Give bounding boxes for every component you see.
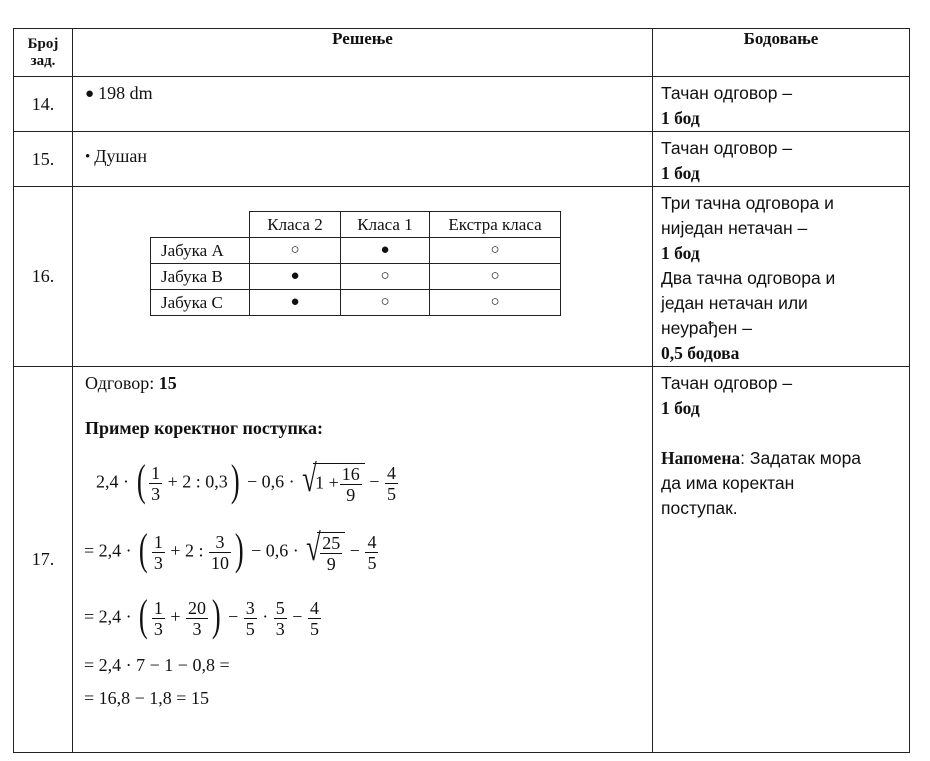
radical-sign: √: [306, 526, 322, 569]
header-scoring: Бодовање: [653, 29, 910, 77]
inner-row: [151, 264, 561, 290]
paren-icon: ): [234, 525, 244, 574]
task-row-14: [14, 77, 910, 132]
scoring-cell: [653, 187, 910, 367]
fraction: [365, 532, 378, 573]
header-solution: Решење: [73, 29, 653, 77]
inner-row-label: Јабука А: [151, 238, 250, 264]
procedure-heading: Пример коректног поступка:: [85, 418, 323, 438]
fraction: [308, 598, 321, 639]
mark-icon: ●: [341, 238, 430, 264]
task-number: 14.: [14, 77, 73, 132]
math-line-2: [84, 527, 379, 578]
mark-icon: ○: [430, 238, 561, 264]
numerator: 4: [309, 598, 319, 618]
fraction: [209, 532, 231, 573]
math-term: +: [170, 606, 181, 627]
note-label: Напомена: [661, 448, 741, 468]
answer-label: Одговор:: [85, 373, 159, 393]
math-term: − 0,6 ·: [251, 540, 299, 561]
numerator: 1: [153, 598, 163, 618]
scoring-text: Тачан одговор –: [661, 138, 793, 158]
math-term: −: [349, 540, 360, 561]
radical-sign: √: [302, 457, 317, 500]
header-task-number: [14, 29, 73, 77]
header-num-line2: зад.: [30, 52, 56, 69]
solution-cell: [73, 77, 653, 132]
fraction: [340, 464, 362, 505]
math-term: ·: [262, 606, 269, 627]
solution-cell: [73, 132, 653, 187]
math-term: − 0,6 ·: [246, 471, 295, 492]
math-term: = 2,4 ·: [84, 606, 132, 627]
denominator: 9: [346, 484, 356, 505]
sqrt-icon: [303, 526, 345, 574]
scoring-points: 0,5 бодова: [661, 343, 740, 363]
numerator: 5: [275, 598, 285, 618]
denominator: 5: [309, 619, 319, 639]
numerator: 1: [151, 463, 161, 483]
task-number: 17.: [14, 367, 73, 753]
mark-icon: ●: [250, 290, 341, 316]
denominator: 5: [367, 553, 377, 573]
answer-value: 15: [158, 373, 177, 393]
numerator: 25: [322, 532, 341, 553]
scoring-text: Два тачна одговора и: [661, 268, 836, 288]
scoring-text: ниједан нетачан –: [661, 218, 808, 238]
mark-icon: ○: [250, 238, 341, 264]
denominator: 3: [192, 619, 202, 639]
math-term: 2,4 ·: [96, 471, 129, 492]
numerator: 1: [153, 532, 163, 552]
paren-icon: (: [139, 525, 148, 574]
mark-icon: ●: [250, 264, 341, 290]
bullet-icon: ●: [85, 86, 95, 102]
numerator: 4: [386, 463, 396, 483]
fraction: [274, 598, 287, 639]
paren-icon: ): [211, 591, 221, 640]
scoring-points: 1 бод: [661, 108, 700, 128]
math-term: −: [292, 606, 303, 627]
math-line-4: = 2,4 · 7 − 1 − 0,8 =: [84, 655, 230, 675]
math-term: 1 +: [315, 472, 339, 493]
inner-header-row: [151, 212, 561, 238]
scoring-points: 1 бод: [661, 243, 700, 263]
mark-icon: ○: [430, 264, 561, 290]
header-num-line1: Број: [27, 35, 59, 52]
numerator: 20: [187, 598, 206, 618]
inner-col-header: Екстра класа: [430, 212, 561, 238]
inner-row-label: Јабука С: [151, 290, 250, 316]
numerator: 3: [209, 532, 231, 553]
numerator: 16: [341, 463, 360, 484]
task-row-15: [14, 132, 910, 187]
scoring-text: Три тачна одговора и: [661, 193, 834, 213]
mark-icon: ○: [341, 290, 430, 316]
scoring-cell: [653, 132, 910, 187]
denominator: 10: [210, 553, 229, 573]
math-line-1: [96, 458, 399, 509]
answer-key-table: [13, 28, 910, 753]
apple-class-table: [150, 211, 561, 316]
answer-text: 198 dm: [98, 83, 153, 103]
inner-corner: [151, 212, 250, 238]
paren-icon: (: [139, 591, 148, 640]
mark-icon: ○: [341, 264, 430, 290]
answer-key-table-wrapper: [13, 28, 908, 753]
math-term: + 2 : 0,3: [167, 471, 228, 492]
radicand: [313, 463, 365, 505]
math-line-3: [84, 593, 322, 644]
scoring-points: 1 бод: [661, 398, 700, 418]
math-term: + 2 :: [170, 540, 204, 561]
bullet-icon: •: [85, 149, 91, 165]
paren-icon: ): [230, 456, 240, 505]
scoring-text: један нетачан или: [661, 293, 808, 313]
fraction: [385, 463, 398, 504]
scoring-cell: [653, 367, 910, 753]
fraction: [149, 463, 162, 504]
scoring-text: Тачан одговор –: [661, 373, 793, 393]
header-row: [14, 29, 910, 77]
task-number: 16.: [14, 187, 73, 367]
denominator: 3: [275, 619, 285, 639]
fraction: [320, 533, 342, 574]
denominator: 5: [386, 484, 396, 504]
answer-line: [85, 373, 652, 394]
math-term: = 2,4 ·: [84, 540, 132, 561]
fraction: [152, 532, 165, 573]
numerator: 4: [367, 532, 377, 552]
note-text: да има коректан: [661, 473, 795, 493]
mark-icon: ○: [430, 290, 561, 316]
denominator: 3: [151, 484, 161, 504]
numerator: 3: [245, 598, 255, 618]
fraction: [186, 598, 208, 639]
answer-text: Душан: [94, 146, 148, 166]
note-text: поступак.: [661, 498, 738, 518]
denominator: 3: [153, 619, 163, 639]
math-term: −: [369, 471, 380, 492]
denominator: 9: [326, 553, 336, 574]
task-number: 15.: [14, 132, 73, 187]
denominator: 3: [153, 553, 163, 573]
scoring-text: неурађен –: [661, 318, 752, 338]
denominator: 5: [245, 619, 255, 639]
radicand: [317, 532, 345, 574]
math-term: −: [228, 606, 239, 627]
scoring-points: 1 бод: [661, 163, 700, 183]
scoring-text: Тачан одговор –: [661, 83, 793, 103]
fraction: [152, 598, 165, 639]
math-line-5: = 16,8 − 1,8 = 15: [84, 688, 209, 708]
inner-col-header: Класа 1: [341, 212, 430, 238]
fraction: [244, 598, 257, 639]
sqrt-icon: [299, 457, 365, 505]
inner-row-label: Јабука В: [151, 264, 250, 290]
paren-icon: (: [136, 456, 146, 505]
scoring-cell: [653, 77, 910, 132]
inner-row: [151, 290, 561, 316]
inner-row: [151, 238, 561, 264]
inner-col-header: Класа 2: [250, 212, 341, 238]
note-text: : Задатак мора: [740, 448, 862, 468]
